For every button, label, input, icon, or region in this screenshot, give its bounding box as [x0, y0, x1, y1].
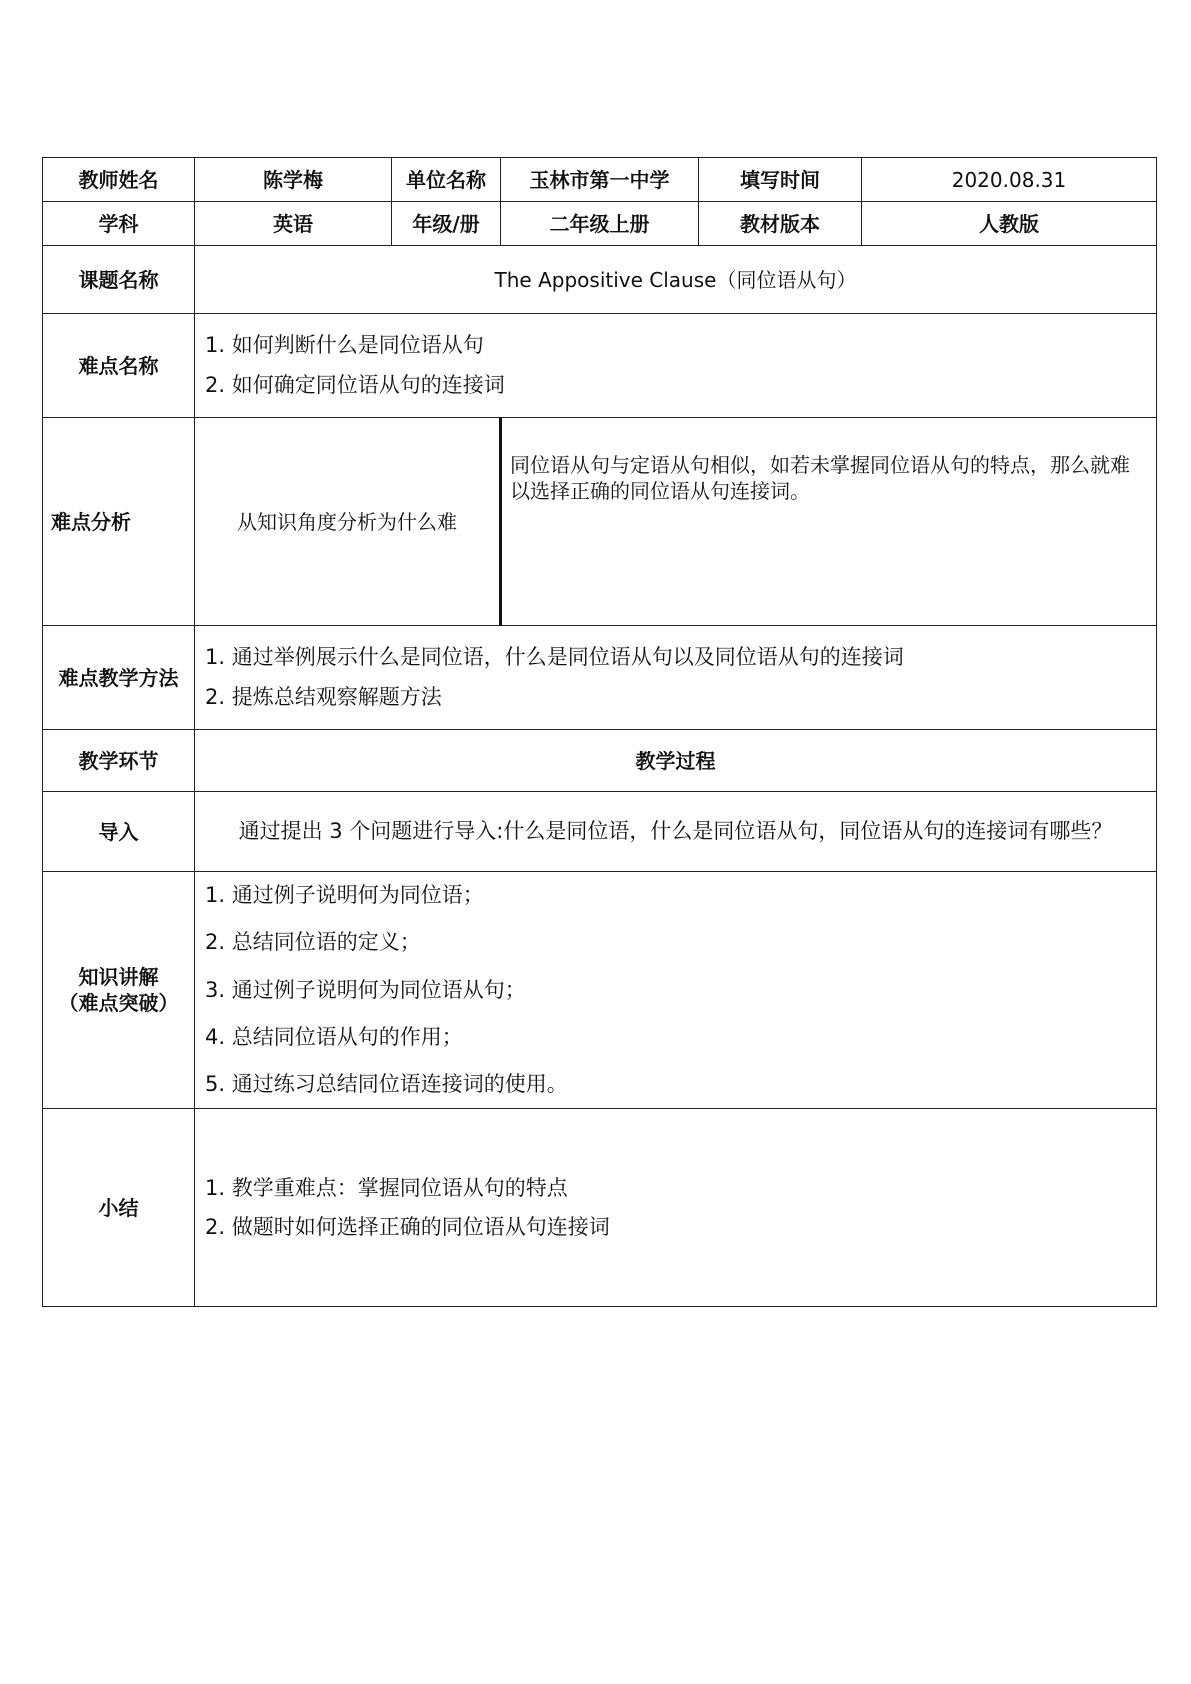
topic-row — [43, 246, 1157, 314]
difficulty-item: 1. 如何判断什么是同位语从句 — [205, 333, 484, 358]
explanation-label-line2: （难点突破） — [58, 991, 179, 1016]
edition-label: 教材版本 — [699, 202, 862, 246]
topic-value: The Appositive Clause（同位语从句） — [195, 246, 1157, 314]
difficulty-row — [43, 314, 1157, 418]
difficulty-list — [195, 314, 1157, 418]
method-list — [195, 626, 1157, 730]
header-row-2 — [43, 202, 1157, 246]
summary-list — [195, 1109, 1157, 1307]
summary-label: 小结 — [43, 1109, 195, 1307]
date-value: 2020.08.31 — [862, 158, 1157, 202]
date-label: 填写时间 — [699, 158, 862, 202]
method-item: 1. 通过举例展示什么是同位语，什么是同位语从句以及同位语从句的连接词 — [205, 645, 904, 670]
lesson-plan-table — [42, 157, 1157, 1307]
method-row — [43, 626, 1157, 730]
subject-label: 学科 — [43, 202, 195, 246]
analysis-sub-label: 从知识角度分析为什么难 — [195, 418, 501, 626]
explanation-list — [195, 872, 1157, 1109]
subject-value: 英语 — [195, 202, 392, 246]
teacher-value: 陈学梅 — [195, 158, 392, 202]
edition-value: 人教版 — [862, 202, 1157, 246]
explanation-item: 5. 通过练习总结同位语连接词的使用。 — [205, 1072, 568, 1097]
explanation-item: 4. 总结同位语从句的作用； — [205, 1024, 463, 1049]
teacher-label: 教师姓名 — [43, 158, 195, 202]
explanation-row — [43, 872, 1157, 1109]
explanation-item: 1. 通过例子说明何为同位语； — [205, 883, 484, 907]
process-label: 教学环节 — [43, 730, 195, 792]
explanation-item: 2. 总结同位语的定义； — [205, 930, 421, 955]
intro-text: 通过提出 3 个问题进行导入:什么是同位语，什么是同位语从句，同位语从句的连接词有哪些？ — [195, 792, 1157, 872]
method-label: 难点教学方法 — [43, 626, 195, 730]
analysis-text: 同位语从句与定语从句相似，如若未掌握同位语从句的特点，那么就难以选择正确的同位语从句连接词。 — [501, 418, 1157, 626]
analysis-row — [43, 418, 1157, 626]
unit-value: 玉林市第一中学 — [501, 158, 699, 202]
process-value: 教学过程 — [195, 730, 1157, 792]
intro-row — [43, 792, 1157, 872]
process-header-row — [43, 730, 1157, 792]
explanation-label — [43, 872, 195, 1109]
unit-label: 单位名称 — [392, 158, 501, 202]
difficulty-label: 难点名称 — [43, 314, 195, 418]
topic-label: 课题名称 — [43, 246, 195, 314]
summary-item: 2. 做题时如何选择正确的同位语从句连接词 — [205, 1214, 610, 1239]
header-row-1 — [43, 158, 1157, 202]
intro-label: 导入 — [43, 792, 195, 872]
explanation-label-line1: 知识讲解 — [78, 965, 159, 990]
analysis-label: 难点分析 — [43, 418, 195, 626]
grade-label: 年级/册 — [392, 202, 501, 246]
summary-row — [43, 1109, 1157, 1307]
grade-value: 二年级上册 — [501, 202, 699, 246]
difficulty-item: 2. 如何确定同位语从句的连接词 — [205, 372, 505, 397]
summary-item: 1. 教学重难点：掌握同位语从句的特点 — [205, 1175, 568, 1200]
method-item: 2. 提炼总结观察解题方法 — [205, 684, 442, 709]
explanation-item: 3. 通过例子说明何为同位语从句； — [205, 977, 526, 1002]
